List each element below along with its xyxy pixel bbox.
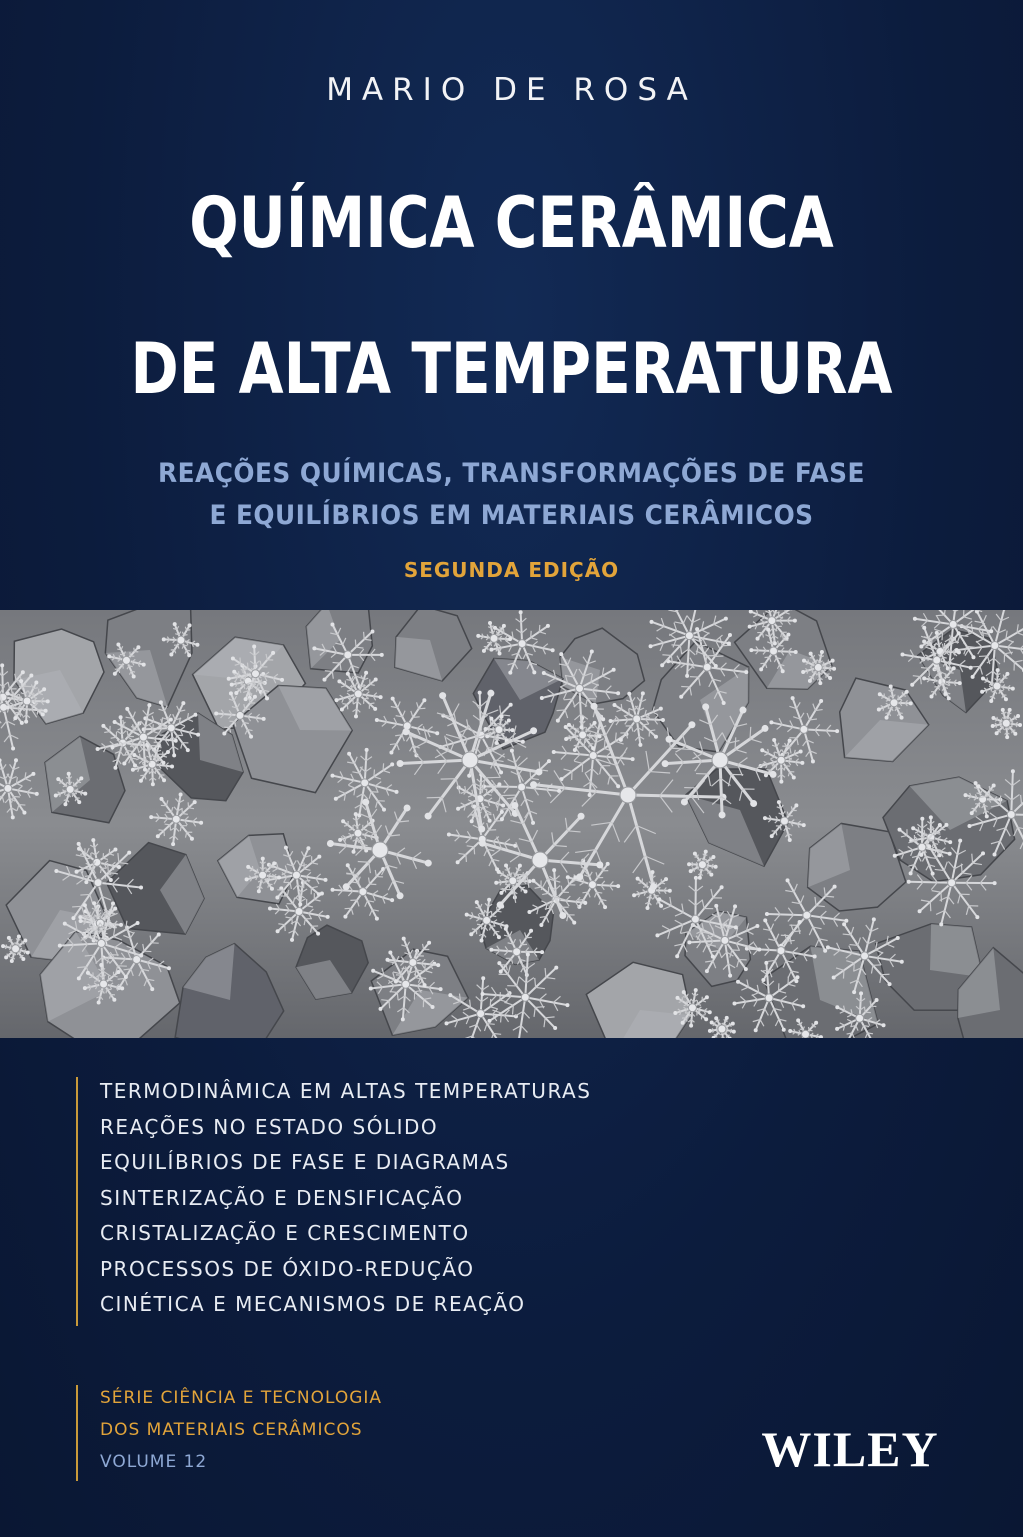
topic-item: REAÇÕES NO ESTADO SÓLIDO (100, 1114, 439, 1139)
topic-item: TERMODINÂMICA EM ALTAS TEMPERATURAS (100, 1079, 592, 1103)
author-name: MARIO DE ROSA (326, 72, 697, 108)
topic-item: EQUILÍBRIOS DE FASE E DIAGRAMAS (100, 1150, 510, 1174)
topic-item: PROCESSOS DE ÓXIDO-REDUÇÃO (100, 1256, 475, 1281)
topic-item: SINTERIZAÇÃO E DENSIFICAÇÃO (100, 1185, 464, 1210)
title-line-2: DE ALTA TEMPERATURA (130, 328, 893, 410)
edition-label: SEGUNDA EDIÇÃO (403, 558, 620, 582)
series-volume: VOLUME 12 (100, 1452, 208, 1472)
title-line-1: QUÍMICA CERÂMICA (189, 182, 834, 264)
topic-item: CINÉTICA E MECANISMOS DE REAÇÃO (100, 1292, 526, 1316)
micrograph-illustration (0, 610, 1023, 1038)
topic-item: CRISTALIZAÇÃO E CRESCIMENTO (100, 1221, 470, 1245)
subtitle-line-1: REAÇÕES QUÍMICAS, TRANSFORMAÇÕES DE FASE (158, 458, 865, 489)
cover-micrograph-image (0, 610, 1023, 1038)
series-name-line-1: SÉRIE CIÊNCIA E TECNOLOGIA (100, 1388, 383, 1408)
publisher-logo: WILEY (761, 1421, 939, 1477)
series-info (76, 1385, 382, 1481)
subtitle-line-2: E EQUILÍBRIOS EM MATERIAIS CERÂMICOS (209, 500, 814, 531)
topics-list (76, 1077, 800, 1326)
series-name-line-2: DOS MATERIAIS CERÂMICOS (100, 1420, 363, 1440)
